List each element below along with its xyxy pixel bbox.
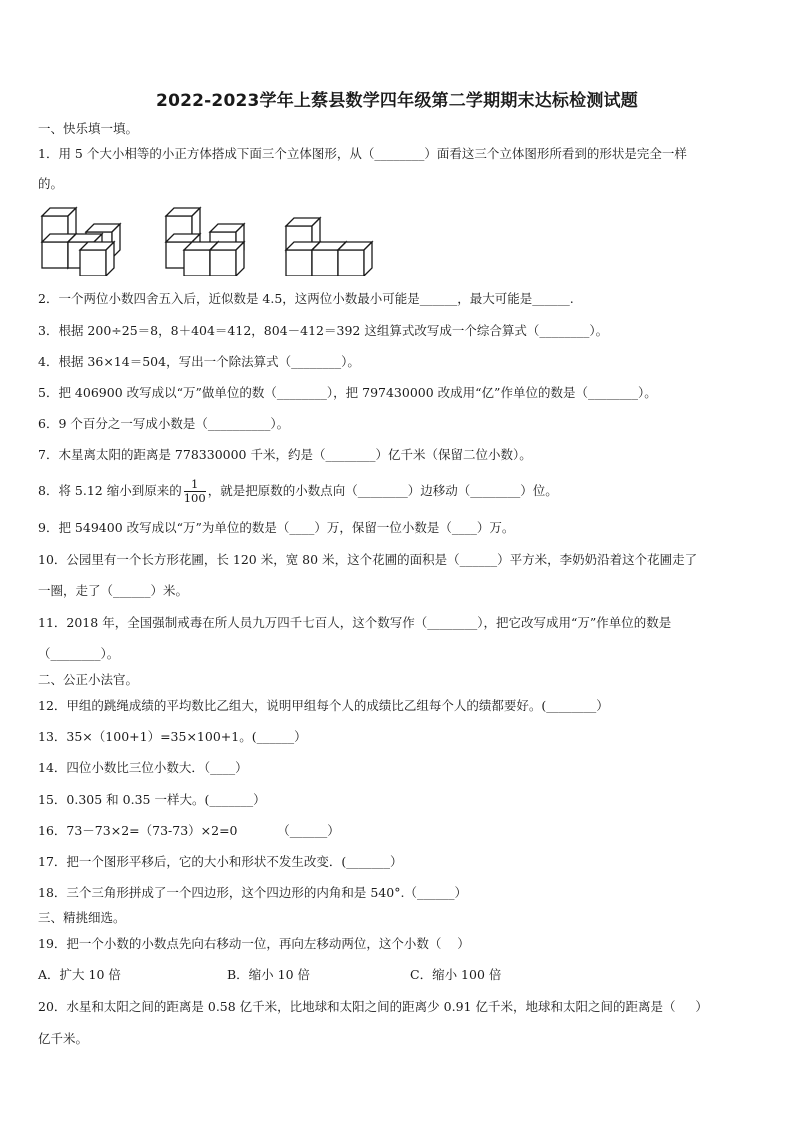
section-heading-2: 二、公正小法官。 [38,672,139,687]
option-c: C．缩小 100 倍 [410,967,502,982]
fraction-one-hundredth [184,478,206,505]
question-8-text-before: 8．将 5.12 缩小到原来的 [38,483,182,498]
question-1-cont: 的。 [38,176,64,191]
fraction-denominator: 100 [183,491,206,505]
section-heading-3: 三、精挑细选。 [38,910,126,925]
section-heading-1: 一、快乐填一填。 [38,121,139,136]
question-15: 15．0.305 和 0.35 一样大。(_______） [38,792,266,807]
question-17: 17．把一个图形平移后，它的大小和形状不发生改变．(_______） [38,854,403,869]
option-b: B．缩小 10 倍 [227,967,311,982]
question-14: 14．四位小数比三位小数大．（____） [38,760,248,775]
question-20: 20．水星和太阳之间的距离是 0.58 亿千米，比地球和太阳之间的距离少 0.91 亿千米，地球和太阳之间的距离是（ ） [38,999,708,1014]
question-11-cont: （________）。 [38,646,120,661]
cube-figure-2 [166,208,244,276]
cube-figure-3 [286,218,372,276]
question-18: 18．三个三角形拼成了一个四边形，这个四边形的内角和是 540°.（______） [38,885,467,900]
question-13: 13．35×（100+1）=35×100+1。(______） [38,729,307,744]
question-10: 10．公园里有一个长方形花圃，长 120 米，宽 80 米，这个花圃的面积是（______）平方米，李奶奶沿着这个花圃走了 [38,552,698,567]
question-9: 9．把 549400 改写成以“万”为单位的数是（____）万，保留一位小数是（____）万。 [38,520,515,535]
question-8-text-after: ，就是把原数的小数点向（________）边移动（________）位。 [207,483,558,498]
question-10-cont: 一圈，走了（______）米。 [38,583,189,598]
question-20-cont: 亿千米。 [38,1031,89,1046]
question-7: 7．木星离太阳的距离是 778330000 千米，约是（________）亿千米（保留二位小数）。 [38,447,532,462]
cube-figures [40,206,400,276]
question-3: 3．根据 200÷25＝8，8＋404＝412，804－412＝392 这组算式改写成一个综合算式（________）。 [38,323,609,338]
question-11: 11．2018 年，全国强制戒毒在所人员九万四千七百人，这个数写作（________），把它改写成用“万”作单位的数是 [38,615,672,630]
question-19: 19．把一个小数的小数点先向右移动一位，再向左移动两位，这个小数（ ） [38,936,470,951]
question-2: 2．一个两位小数四舍五入后，近似数是 4.5，这两位小数最小可能是______，最大可能是______. [38,291,574,306]
option-a: A．扩大 10 倍 [38,967,121,982]
question-12: 12．甲组的跳绳成绩的平均数比乙组大，说明甲组每个人的成绩比乙组每个人的绩都要好。(________） [38,698,609,713]
question-8 [38,474,764,508]
question-19-options [38,967,764,983]
question-5: 5．把 406900 改写成以“万”做单位的数（________），把 797430000 改成用“亿”作单位的数是（________）。 [38,385,657,400]
question-16: 16．73－73×2=（73-73）×2=0 （______） [38,823,340,838]
page-title: 2022-2023学年上蔡县数学四年级第二学期期末达标检测试题 [156,91,638,111]
question-1: 1．用 5 个大小相等的小正方体搭成下面三个立体图形，从（________）面看这三个立体图形所看到的形状是完全一样 [38,146,687,161]
question-6: 6．9 个百分之一写成小数是（__________）。 [38,416,290,431]
cube-figure-1 [42,208,120,276]
question-4: 4．根据 36×14＝504，写出一个除法算式（________）。 [38,354,360,369]
fraction-numerator: 1 [184,478,206,492]
